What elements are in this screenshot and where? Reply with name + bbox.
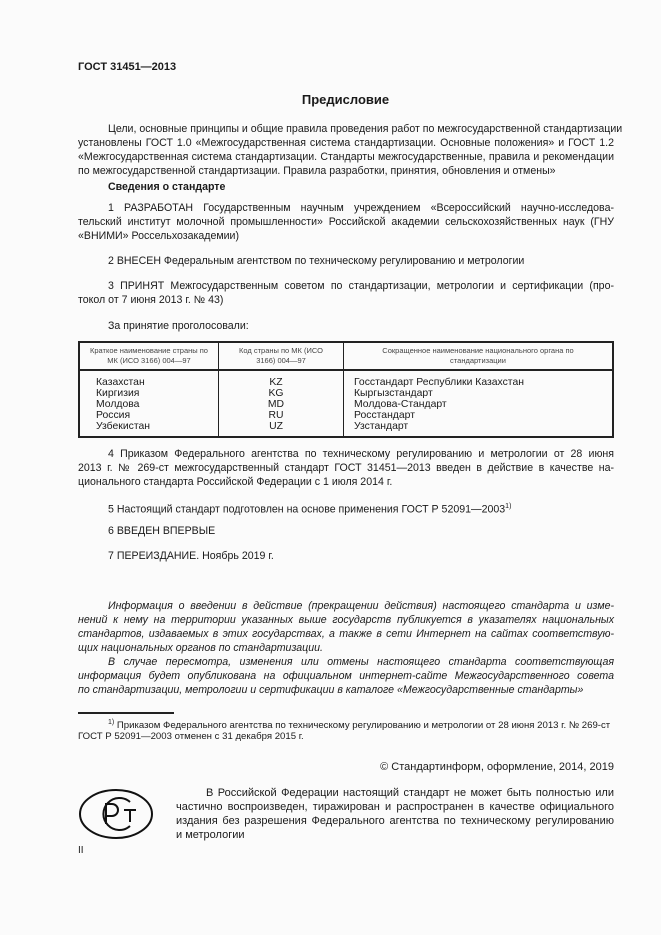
table-cell-authority: Госстандарт Республики Казахстан [354, 377, 524, 388]
text-line: по стандартизации, метрологии и сертификации в каталоге «Межгосударственные стандарты» [78, 684, 584, 696]
text-line: Цели, основные принципы и общие правила проведения работ по межгосударственной стандартизации [108, 123, 623, 135]
rst-logo-icon [78, 788, 154, 840]
text-line: За принятие проголосовали: [108, 320, 249, 332]
intro-paragraph [78, 122, 623, 178]
text-line: 2013 г. № 269-ст межгосударственный стандарт ГОСТ 31451—2013 введен в действие в качестве на- [78, 462, 614, 474]
voted-label [78, 319, 614, 333]
copyright-notice [176, 786, 614, 842]
text-line: Информация о введении в действие (прекращении действия) настоящего стандарта и изме- [108, 600, 614, 612]
item-7-reissue [78, 549, 614, 563]
text-line: 3 ПРИНЯТ Межгосударственным советом по стандартизации, метрологии и сертификации (про- [108, 280, 614, 292]
document-code: ГОСТ 31451—2013 [78, 61, 177, 73]
table-cell-authority: Молдова-Стандарт [354, 399, 447, 410]
text-line: информация будет опубликована на официальном интернет-сайте Межгосударственного совета [78, 670, 614, 682]
item-1-developed [78, 201, 614, 243]
text-line: частично воспроизведен, тиражирован и распространен в качестве официального [176, 801, 614, 813]
col-authority [344, 370, 614, 437]
table-cell-authority: Росстандарт [354, 410, 415, 421]
item-5-text: 5 Настоящий стандарт подготовлен на основе применения ГОСТ Р 52091—2003 [108, 503, 506, 516]
table-cell-authority: Узстандарт [354, 421, 409, 432]
table-cell-country: Молдова [96, 399, 140, 410]
footnote-line: ГОСТ Р 52091—2003 отменен с 31 декабря 2015 г. [78, 731, 304, 742]
footnote [78, 716, 614, 744]
text-line: «ВНИМИ» Россельхозакадемии) [78, 230, 240, 242]
col-header-authority: Сокращенное наименование национального органа по стандартизации [344, 342, 614, 370]
col-code [219, 370, 344, 437]
text-line: по межгосударственной стандартизации. Правила разработки, принятия, обновления и отмены» [78, 165, 556, 177]
text-line: и метрологии [176, 829, 245, 841]
page-number: II [78, 845, 84, 856]
text-line: издания без разрешения Федерального агентства по техническому регулированию [176, 815, 614, 827]
info-paragraph-2 [78, 655, 614, 697]
text-line: установлены ГОСТ 1.0 «Межгосударственная система стандартизации. Основные положения» и ГОСТ 1.2 [78, 137, 614, 149]
page-title: Предисловие [301, 92, 390, 107]
copyright: © Стандартинформ, оформление, 2014, 2019 [380, 761, 614, 773]
text-line: ционального стандарта Российской Федерации с 1 июля 2014 г. [78, 476, 393, 488]
table-cell-country: Узбекистан [96, 421, 150, 432]
table-cell-code: MD [267, 399, 285, 410]
item-4-order [78, 447, 614, 489]
text-line: 4 Приказом Федерального агентства по техническому регулированию и метрологии от 28 июня [108, 448, 614, 460]
text-line: 7 ПЕРЕИЗДАНИЕ. Ноябрь 2019 г. [108, 550, 274, 562]
text-line: 1 РАЗРАБОТАН Государственным научным учреждением «Всероссийский научно-исследова- [108, 202, 614, 214]
table-cell-code: KG [268, 388, 284, 399]
section-heading: Сведения о стандарте [108, 181, 226, 193]
text-line: «Межгосударственная система стандартизации. Стандарты межгосударственные, правила и рекомендации [78, 151, 614, 163]
footnote-ref[interactable]: 1) [505, 503, 512, 510]
text-line: В случае пересмотра, изменения или отмены настоящего стандарта соответствующая [108, 656, 614, 668]
col-header-code: Код страны по МК (ИСО 3166) 004—97 [219, 342, 344, 370]
text-line: токол от 7 июня 2013 г. № 43) [78, 294, 224, 306]
rst-logo [78, 788, 154, 840]
item-2-submitted [78, 254, 614, 268]
footnote-line: Приказом Федерального агентства по техническому регулированию и метрологии от 28 июня 2013 г. № 269-ст [116, 720, 611, 732]
info-paragraph-1 [78, 599, 614, 655]
text-line: нений к нему на территории указанных выше государств публикуется в указателях национальных [78, 614, 614, 626]
item-6-introduced [78, 524, 614, 538]
col-country [79, 370, 219, 437]
table-cell-country: Россия [96, 410, 131, 421]
item-3-adopted [78, 279, 614, 307]
table-cell-country: Киргизия [96, 388, 140, 399]
text-line: 2 ВНЕСЕН Федеральным агентством по техническому регулированию и метрологии [108, 255, 525, 267]
footnote-divider [78, 712, 174, 714]
text-line: 6 ВВЕДЕН ВПЕРВЫЕ [108, 525, 216, 537]
item-5-basis [78, 500, 614, 514]
footnote-marker: 1) [108, 719, 115, 726]
table-cell-code: KZ [269, 377, 283, 388]
text-line: щих национальных органов по стандартизации. [78, 642, 323, 654]
voting-countries-table [78, 341, 614, 438]
text-line: В Российской Федерации настоящий стандарт не может быть полностью или [206, 787, 614, 799]
text-line: стандартов, издаваемых в этих государствах, а также в сети Интернет на сайтах соответствую- [78, 628, 614, 640]
col-header-country: Краткое наименование страны по МК (ИСО 3166) 004—97 [79, 342, 219, 370]
table-cell-code: RU [268, 410, 284, 421]
table-cell-code: UZ [269, 421, 283, 432]
table-cell-authority: Кыргызстандарт [354, 388, 433, 399]
table-cell-country: Казахстан [96, 377, 145, 388]
text-line: тельский институт молочной промышленности» Российской академии сельскохозяйственных наук (ГНУ [78, 216, 614, 228]
